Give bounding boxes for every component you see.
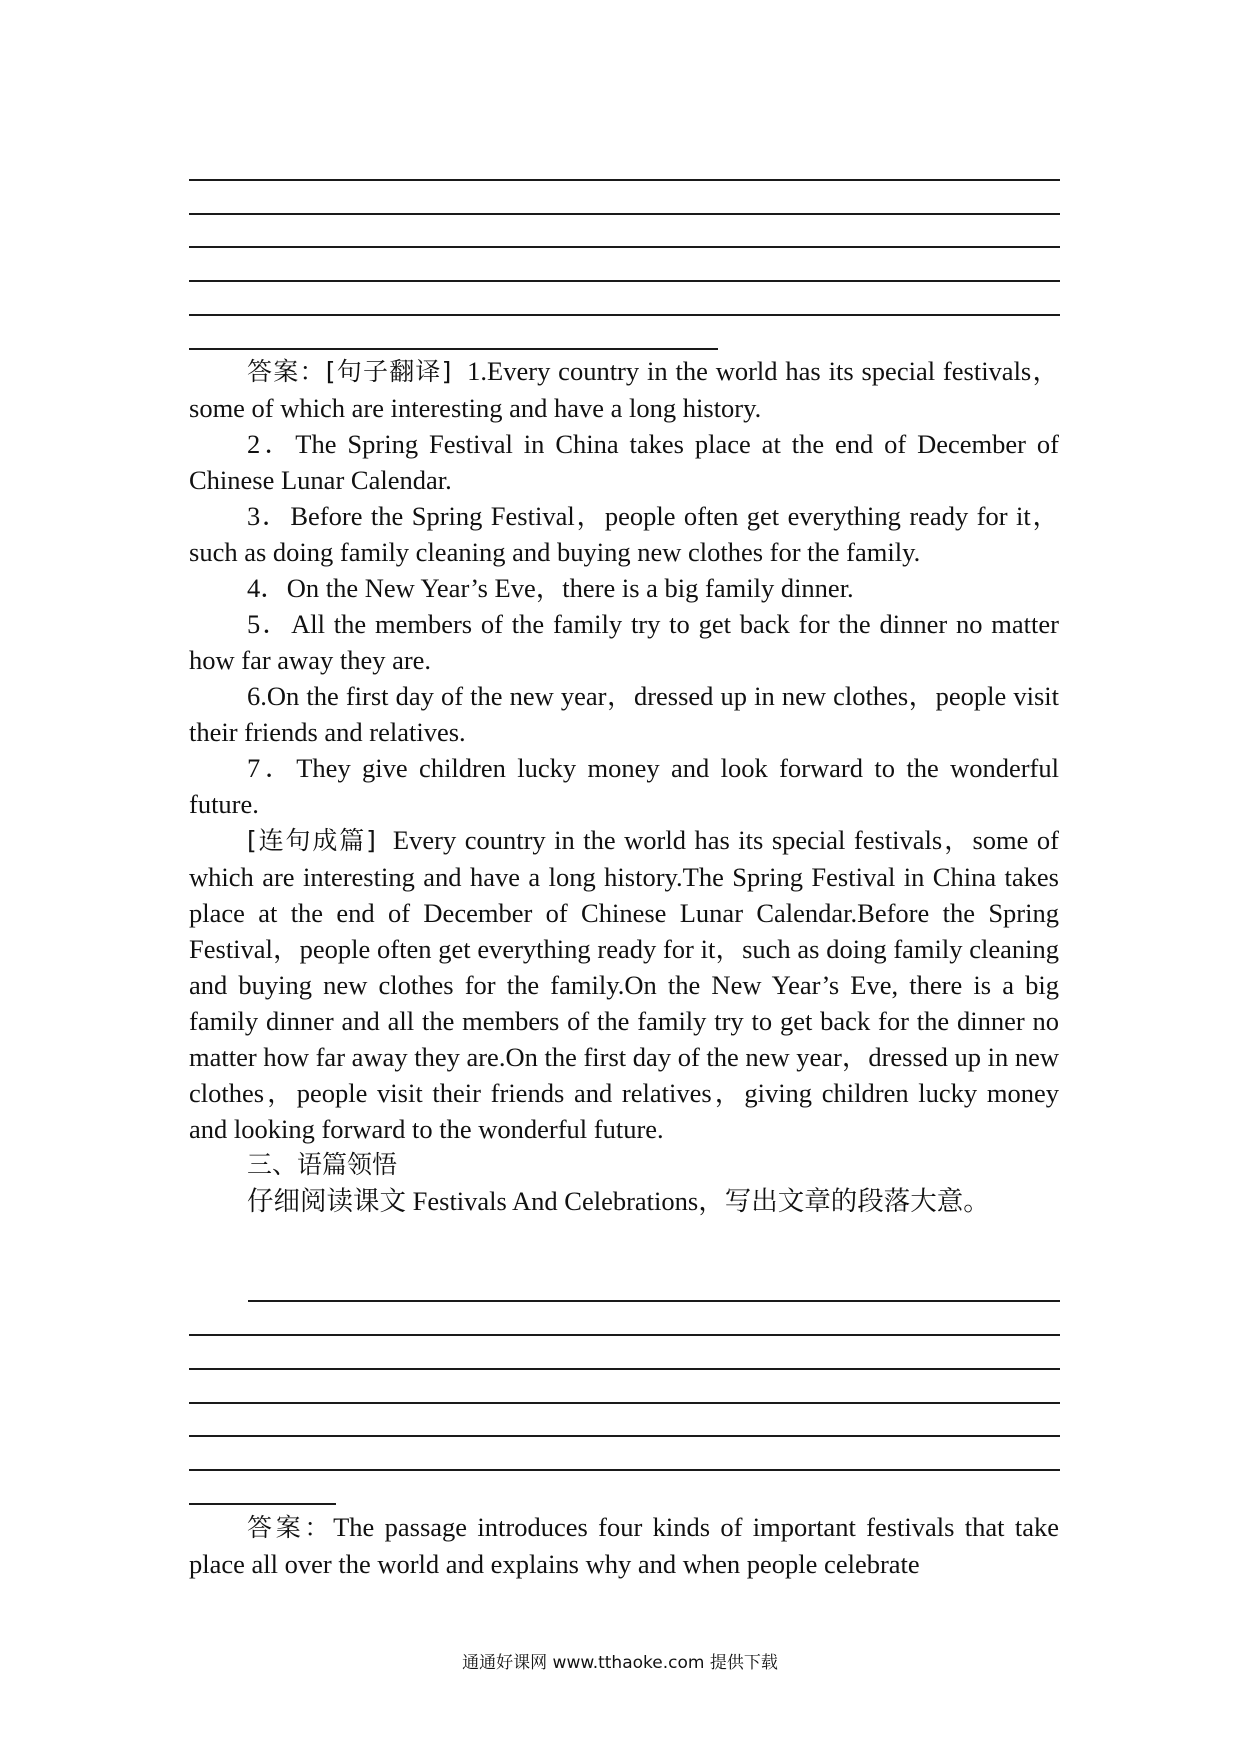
section-heading: 三、语篇领悟 [247, 1150, 398, 1179]
answer-paragraph-1 [189, 353, 1059, 426]
sentence-translation-label: [句子翻译] [325, 357, 452, 386]
summary-answer [189, 1509, 1059, 1582]
summary-answer-label: 答案： [247, 1513, 334, 1542]
sentence-1: 1.Every country in the world has its special festivals，some of which are interesting and have a long history. [189, 356, 1059, 423]
writing-line [248, 1300, 1060, 1302]
sentence-2: 2．The Spring Festival in China takes place at the end of December of Chinese Lunar Calendar. [189, 429, 1059, 495]
summary-answer-text: The passage introduces four kinds of important festivals that take place all over the world and explains why and when people celebrate [189, 1512, 1059, 1579]
passage-text: Every country in the world has its special festivals，some of which are interesting and have a long history.The Spring Festival in China takes place at the end of December of Chinese Lunar Calendar.Before the Spring Festival，people often get everything ready for it，such as doing family cleaning and buying new clothes for the family.On the New Year’s Eve, there is a big family dinner and all the members of the family try to get back for the dinner no matter how far away they are.On the first day of the new year，dressed up in new clothes，people visit their friends and relatives，giving children lucky money and looking forward to the wonderful future. [189, 825, 1060, 1144]
sentence-5: 5．All the members of the family try to get back for the dinner no matter how far away they are. [189, 609, 1059, 675]
writing-line [189, 1334, 1060, 1336]
writing-line [189, 1402, 1060, 1404]
writing-line [189, 246, 1060, 248]
writing-line [189, 1469, 1060, 1471]
sentence-4: 4．On the New Year’s Eve，there is a big family dinner. [247, 573, 854, 603]
writing-line [189, 213, 1060, 215]
summary-answer-paragraph [189, 1509, 1059, 1582]
writing-line-short [189, 348, 718, 350]
writing-line [189, 179, 1060, 181]
answer-label: 答案： [247, 357, 326, 386]
sentence-6: 6.On the first day of the new year，dressed up in new clothes，people visit their friends and relatives. [189, 681, 1059, 747]
passage-label: [连句成篇] [247, 826, 376, 855]
instruction-text: 仔细阅读课文 Festivals And Celebrations，写出文章的段落大意。 [247, 1186, 990, 1216]
sentence-7: 7．They give children lucky money and look forward to the wonderful future. [189, 753, 1059, 819]
page-footer: 通通好课网 www.tthaoke.com 提供下载 [462, 1653, 778, 1673]
writing-line [189, 280, 1060, 282]
answer-section [189, 353, 1059, 1219]
writing-line [189, 1435, 1060, 1437]
writing-line [189, 314, 1060, 316]
writing-line [189, 1368, 1060, 1370]
writing-line-short [189, 1503, 336, 1505]
passage-paragraph [189, 822, 1059, 1147]
sentence-3: 3．Before the Spring Festival，people often get everything ready for it，such as doing family cleaning and buying new clothes for the family. [189, 501, 1059, 567]
